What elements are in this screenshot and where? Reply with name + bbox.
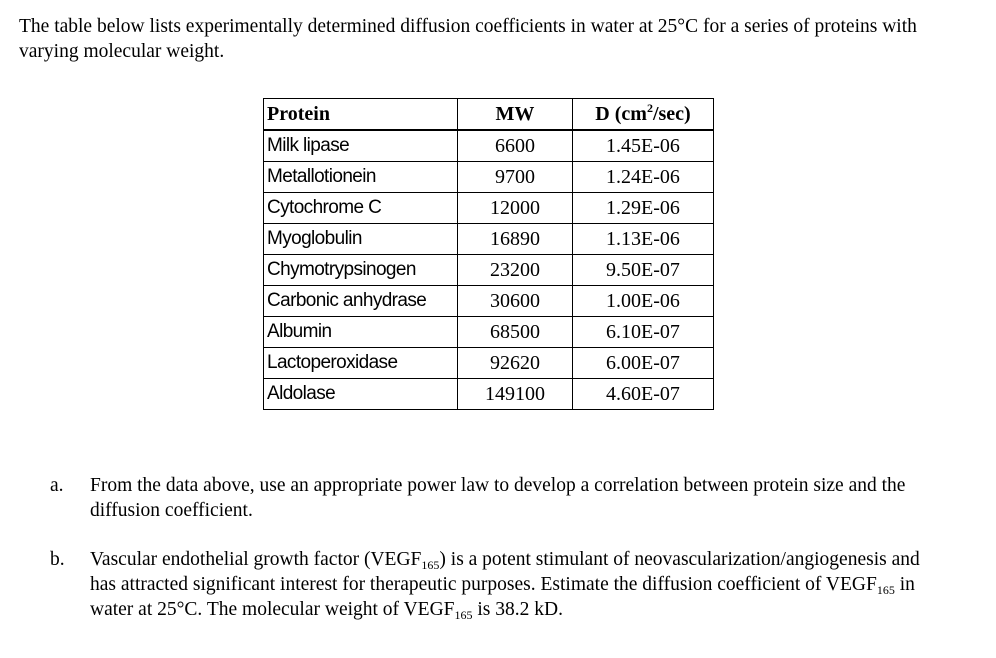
table-row: [264, 317, 714, 348]
question-a-label: a.: [50, 475, 64, 496]
molecular-weight: 9700: [458, 162, 573, 193]
diffusion-coefficient: 1.24E-06: [573, 162, 714, 193]
vegf-subscript: 165: [421, 558, 440, 572]
question-a-text: From the data above, use an appropriate power law to develop a correlation between protein size and the diffusion coefficient.: [90, 475, 906, 521]
molecular-weight: 30600: [458, 286, 573, 317]
protein-name: Albumin: [264, 317, 458, 348]
protein-name: Chymotrypsinogen: [264, 255, 458, 286]
header-d-prefix: D (cm: [595, 103, 647, 125]
molecular-weight: 12000: [458, 193, 573, 224]
diffusion-coefficient: 4.60E-07: [573, 379, 714, 410]
protein-name: Aldolase: [264, 379, 458, 410]
table-row: [264, 130, 714, 162]
question-b-part-3: in water at 25°C. The molecular weight of VEGF: [90, 574, 915, 620]
protein-name: Cytochrome C: [264, 193, 458, 224]
molecular-weight: 68500: [458, 317, 573, 348]
diffusion-coefficient: 1.00E-06: [573, 286, 714, 317]
table-row: [264, 193, 714, 224]
table-row: [264, 286, 714, 317]
table-row: [264, 255, 714, 286]
header-protein: Protein: [264, 99, 458, 131]
table-row: [264, 379, 714, 410]
molecular-weight: 149100: [458, 379, 573, 410]
table-row: [264, 162, 714, 193]
header-mw: MW: [458, 99, 573, 131]
diffusion-coefficient: 9.50E-07: [573, 255, 714, 286]
question-b-part-4: is 38.2 kD.: [472, 599, 563, 620]
vegf-subscript: 165: [454, 608, 473, 622]
molecular-weight: 16890: [458, 224, 573, 255]
question-b-label: b.: [50, 549, 65, 570]
protein-name: Metallotionein: [264, 162, 458, 193]
protein-name: Milk lipase: [264, 130, 458, 162]
molecular-weight: 23200: [458, 255, 573, 286]
diffusion-coefficient: 6.10E-07: [573, 317, 714, 348]
molecular-weight: 6600: [458, 130, 573, 162]
header-d-exponent: 2: [646, 101, 653, 115]
question-b-part-2: ) is a potent stimulant of neovascularization/angiogenesis and has attracted significant interest for therapeutic purposes. Estimate the diffusion coefficient of VEGF: [90, 549, 920, 595]
diffusion-coefficient: 1.45E-06: [573, 130, 714, 162]
molecular-weight: 92620: [458, 348, 573, 379]
vegf-subscript: 165: [876, 583, 895, 597]
question-b-text: [90, 547, 950, 622]
diffusion-coefficient: 1.29E-06: [573, 193, 714, 224]
diffusion-coefficient: 6.00E-07: [573, 348, 714, 379]
diffusion-coefficient: 1.13E-06: [573, 224, 714, 255]
protein-name: Myoglobulin: [264, 224, 458, 255]
table-row: [264, 348, 714, 379]
diffusion-table: [263, 98, 714, 410]
table-header-row: [264, 99, 714, 131]
intro-paragraph: The table below lists experimentally determined diffusion coefficients in water at 25°C for a series of proteins with varying molecular weight.: [19, 16, 917, 62]
protein-name: Lactoperoxidase: [264, 348, 458, 379]
header-d-suffix: /sec): [652, 103, 691, 125]
table-row: [264, 224, 714, 255]
question-b-part-1: Vascular endothelial growth factor (VEGF: [90, 549, 422, 570]
protein-name: Carbonic anhydrase: [264, 286, 458, 317]
header-diffusion: [573, 99, 714, 131]
